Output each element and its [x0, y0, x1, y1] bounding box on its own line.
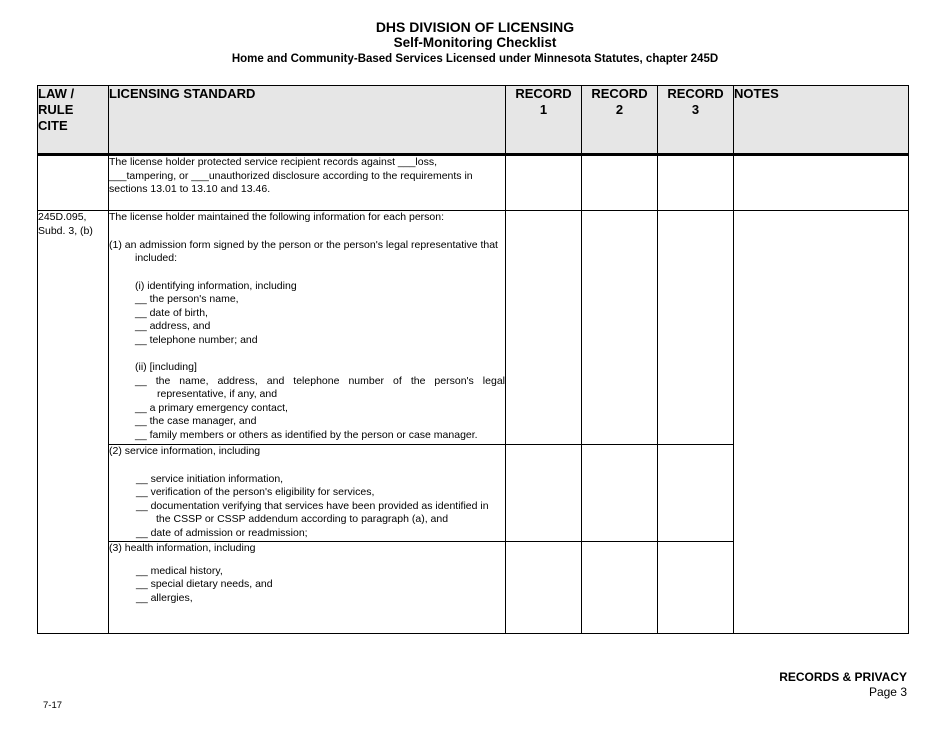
notes-cell[interactable] — [734, 211, 909, 634]
standard-cell — [109, 542, 506, 634]
header-agency: DHS DIVISION OF LICENSING — [375, 19, 575, 35]
standard-cell — [109, 445, 506, 542]
checklist-line: __ medical history, — [136, 564, 223, 577]
checklist-line: __ verification of the person's eligibility for services, — [136, 486, 375, 498]
record-3-cell[interactable] — [658, 155, 734, 211]
checklist-line: __ date of admission or readmission; — [136, 526, 308, 539]
item-1-sub-i — [135, 280, 505, 348]
col-header-record-1: RECORD 1 — [506, 86, 582, 155]
table-row — [38, 155, 909, 211]
checklist-table — [37, 85, 909, 634]
checklist-line: __ allergies, — [136, 591, 193, 604]
header-subtitle: Home and Community-Based Services Licensed under Minnesota Statutes, chapter 245D — [231, 53, 719, 65]
footer-revision: 7-17 — [43, 700, 63, 711]
record-2-cell[interactable] — [582, 211, 658, 445]
checklist-line: __ special dietary needs, and — [136, 578, 273, 590]
record-2-cell[interactable] — [582, 155, 658, 211]
cite-cell: 245D.095, Subd. 3, (b) — [38, 211, 109, 634]
standard-intro: The license holder maintained the following information for each person: — [109, 211, 445, 223]
item-2-lead: (2) service information, including — [109, 445, 261, 457]
standard-cell — [109, 155, 506, 211]
record-3-cell[interactable] — [658, 211, 734, 445]
col-header-standard: LICENSING STANDARD — [109, 86, 506, 155]
footer-page-number: Page 3 — [868, 685, 907, 699]
col-header-record-2: RECORD 2 — [582, 86, 658, 155]
standard-cell — [109, 211, 506, 445]
document-header — [0, 19, 950, 68]
checklist-line: __ a primary emergency contact, — [135, 401, 288, 414]
page-footer — [779, 670, 907, 700]
footer-section-title: RECORDS & PRIVACY — [779, 670, 907, 684]
sub-ii-heading: (ii) [including] — [135, 361, 197, 373]
record-1-cell[interactable] — [506, 445, 582, 542]
record-2-cell[interactable] — [582, 542, 658, 634]
notes-cell[interactable] — [734, 155, 909, 211]
record-1-cell[interactable] — [506, 542, 582, 634]
record-1-cell[interactable] — [506, 155, 582, 211]
checklist-line: __ date of birth, — [135, 306, 208, 319]
col-header-record-3: RECORD 3 — [658, 86, 734, 155]
table-header-row — [38, 86, 909, 155]
checklist-line: __ address, and — [135, 320, 211, 332]
checklist-line: __ family members or others as identified by the person or case manager. — [135, 428, 478, 441]
record-2-cell[interactable] — [582, 445, 658, 542]
table-row — [38, 211, 909, 445]
standard-text: The license holder protected service recipient records against ___loss, ___tampering, or ___unauthorized disclosure according to the requirements in sections 13.01 to 13.10 and 13.46. — [109, 156, 473, 195]
record-3-cell[interactable] — [658, 445, 734, 542]
item-2-list — [136, 473, 505, 541]
cite-cell — [38, 155, 109, 211]
checklist-line: __ the person's name, — [135, 293, 239, 305]
record-3-cell[interactable] — [658, 542, 734, 634]
checklist-line: __ service initiation information, — [136, 472, 284, 485]
item-1-sub-ii — [135, 361, 505, 442]
checklist-line: __ documentation verifying that services have been provided as identified in the CSSP or CSSP addendum according to paragraph (a), and — [136, 499, 489, 525]
item-3-lead: (3) health information, including — [109, 542, 256, 554]
checklist-line: __ telephone number; and — [135, 333, 258, 346]
item-1-lead: (1) an admission form signed by the person or the person's legal representative that included: — [109, 238, 498, 264]
col-header-cite: LAW / RULE CITE — [38, 86, 109, 155]
item-3-list — [136, 565, 505, 606]
checklist-line: __ the case manager, and — [135, 415, 257, 427]
sub-i-heading: (i) identifying information, including — [135, 279, 297, 292]
col-header-notes: NOTES — [734, 86, 909, 155]
record-1-cell[interactable] — [506, 211, 582, 445]
checklist-line: __ the name, address, and telephone number of the person's legal representative, if any, and — [135, 374, 505, 400]
header-title: Self-Monitoring Checklist — [393, 35, 557, 50]
